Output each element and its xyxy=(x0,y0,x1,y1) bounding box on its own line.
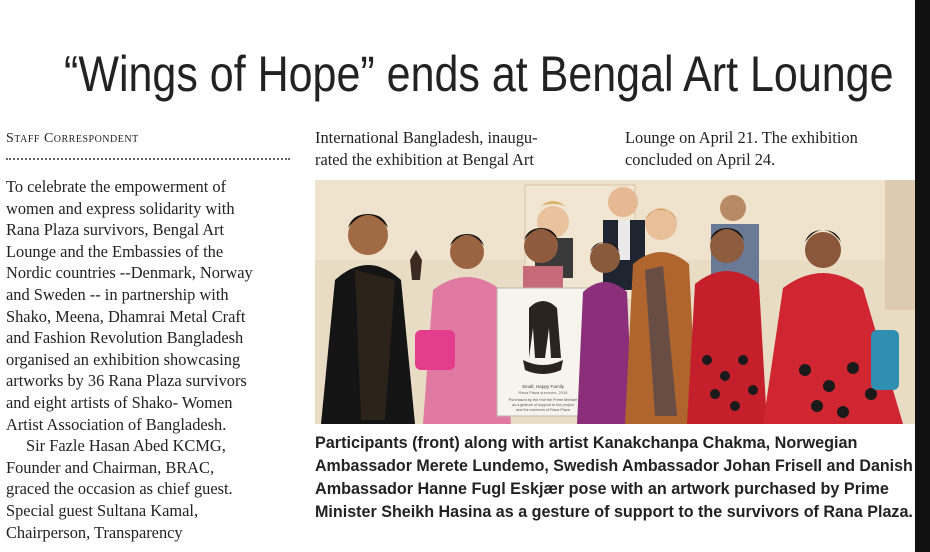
placard-text: Rana Plaza survivors, 2016 xyxy=(518,390,568,395)
text-line: Rana Plaza survivors, Bengal Art xyxy=(6,220,225,240)
caption-line: Participants (front) along with artist Kanakchanpa Chakma, Norwegian xyxy=(315,434,858,452)
text-line: Artist Association of Bangladesh. xyxy=(6,414,227,434)
text-line: Nordic countries --Denmark, Norway xyxy=(6,263,253,283)
text-line: Special guest Sultana Kamal, xyxy=(6,500,199,520)
caption-line: Ambassador Hanne Fugl Eskjær pose with an artwork purchased by Prime xyxy=(315,480,889,498)
byline: Staff Correspondent xyxy=(6,131,139,146)
text-line: and Sweden -- in partnership with xyxy=(6,284,229,304)
placard-text: Purchased by the Hon'ble Prime Minister xyxy=(508,398,578,402)
column-1 xyxy=(6,176,298,543)
placard-text: and the survivors of Rana Plaza xyxy=(516,408,570,412)
text-line: rated the exhibition at Bengal Art xyxy=(315,149,534,169)
caption-line: Ambassador Merete Lundemo, Swedish Ambassador Johan Frisell and Danish xyxy=(315,457,913,475)
column-2 xyxy=(315,127,600,170)
text-line: and eight artists of Shako- Women xyxy=(6,392,233,412)
text-line: International Bangladesh, inaugu- xyxy=(315,128,538,147)
paragraph-2 xyxy=(6,435,298,543)
text-line: artworks by 36 Rana Plaza survivors xyxy=(6,371,247,391)
headline: “Wings of Hope” ends at Bengal Art Lounge xyxy=(64,46,894,102)
text-line: To celebrate the empowerment of xyxy=(6,177,227,196)
text-line: and Fashion Revolution Bangladesh xyxy=(6,328,244,348)
text-line: Lounge and the Embassies of the xyxy=(6,241,224,261)
text-line: concluded on April 24. xyxy=(625,149,776,169)
text-line: graced the occasion as chief guest. xyxy=(6,479,233,499)
paragraph-1 xyxy=(6,176,298,435)
text-line: Sir Fazle Hasan Abed KCMG, xyxy=(26,436,226,456)
text-line: Founder and Chairman, BRAC, xyxy=(6,457,215,477)
text-line: Chairperson, Transparency xyxy=(6,522,183,542)
text-line: women and express solidarity with xyxy=(6,198,235,218)
caption-line: Minister Sheikh Hasina as a gesture of support to the survivors of Rana Plaza. xyxy=(315,503,913,521)
text-line: Lounge on April 21. The exhibition xyxy=(625,128,858,147)
text-line: organised an exhibition showcasing xyxy=(6,349,241,369)
placard-text: Small, Happy Family xyxy=(521,384,565,389)
placard-text: as a gesture of support to the project xyxy=(512,403,574,407)
event-photo xyxy=(315,180,915,424)
byline-divider xyxy=(6,150,290,160)
page-edge xyxy=(915,0,930,552)
text-line: Shako, Meena, Dhamrai Metal Craft xyxy=(6,306,246,326)
photo-caption xyxy=(315,432,915,524)
column-3 xyxy=(625,127,915,170)
